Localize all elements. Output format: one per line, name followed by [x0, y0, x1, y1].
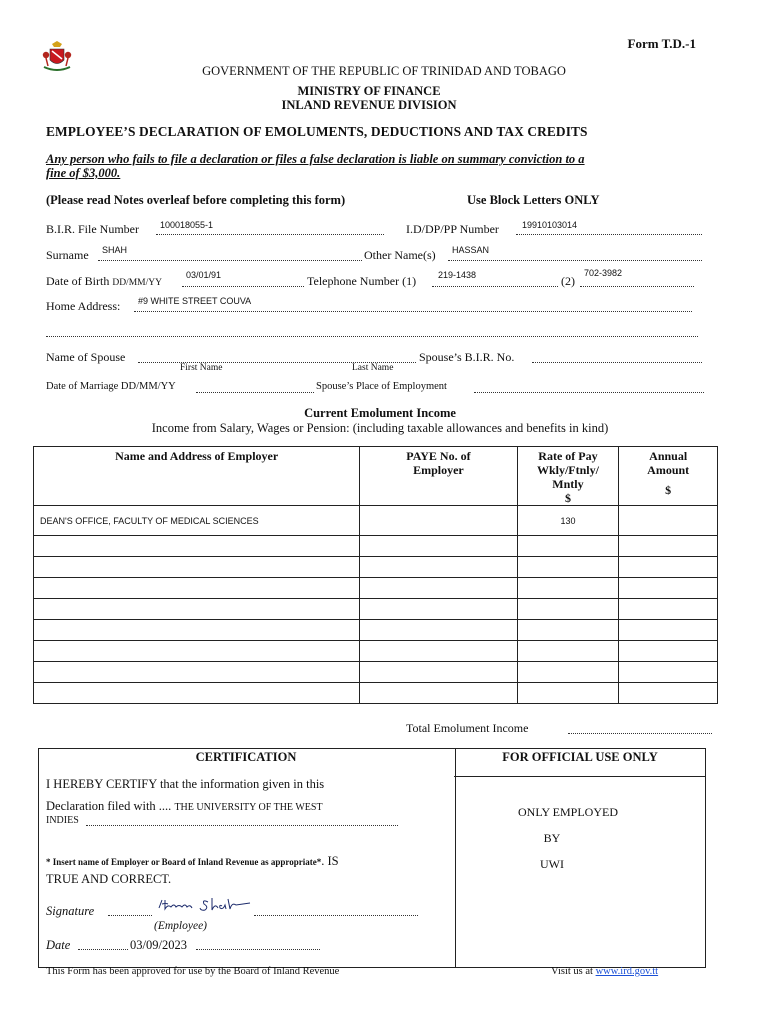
income-heading: Current Emolument Income	[304, 406, 456, 420]
home-address-line-2	[46, 336, 698, 337]
last-name-caption: Last Name	[352, 363, 394, 373]
form-number: Form T.D.-1	[627, 36, 696, 51]
col-header-annual-2: Amount	[647, 463, 690, 477]
paye-cell[interactable]	[360, 620, 517, 641]
warning-line-2: fine of $3,000.	[46, 166, 121, 180]
col-header-paye	[360, 447, 517, 506]
employer-cell[interactable]	[34, 662, 360, 683]
employer-fill-2[interactable]: INDIES	[46, 815, 79, 826]
annual-cell[interactable]	[619, 620, 718, 641]
paye-cell[interactable]	[360, 662, 517, 683]
id-number-value[interactable]: 19910103014	[522, 220, 578, 230]
paye-cell[interactable]	[360, 557, 517, 578]
marriage-date-line	[196, 392, 314, 393]
form-title: EMPLOYEE’S DECLARATION OF EMOLUMENTS, DEDUCTIONS AND TAX CREDITS	[46, 124, 588, 139]
rate-cell[interactable]	[517, 641, 619, 662]
dob-value[interactable]: 03/01/91	[186, 270, 222, 280]
official-heading-divider	[454, 776, 706, 777]
certify-line-2-prefix: Declaration filed with ....	[46, 799, 172, 813]
dob-label	[46, 274, 162, 289]
annual-cell[interactable]	[619, 536, 718, 557]
col-header-rate-4: $	[564, 491, 571, 505]
table-row	[34, 578, 718, 599]
website-link[interactable]: www.ird.gov.tt	[595, 966, 659, 977]
annual-cell[interactable]	[619, 557, 718, 578]
surname-value[interactable]: SHAH	[102, 245, 128, 255]
employer-fill-1[interactable]: THE UNIVERSITY OF THE WEST	[174, 802, 323, 813]
rate-cell[interactable]: 130	[517, 506, 619, 536]
col-header-annual	[619, 447, 718, 506]
annual-cell[interactable]	[619, 641, 718, 662]
annual-cell[interactable]	[619, 599, 718, 620]
annual-cell[interactable]	[619, 506, 718, 536]
table-row	[34, 599, 718, 620]
footer-visit	[551, 966, 658, 977]
warning-line-1: Any person who fails to file a declaration or files a false declaration is liable on summary conviction to a	[46, 152, 585, 166]
signature-image[interactable]	[156, 894, 252, 916]
footer-approval: This Form has been approved for use by the Board of Inland Revenue	[46, 966, 340, 977]
employer-cell[interactable]	[34, 536, 360, 557]
rate-cell[interactable]	[517, 578, 619, 599]
official-use-heading: FOR OFFICIAL USE ONLY	[502, 750, 658, 764]
table-row	[34, 557, 718, 578]
spouse-employment-label: Spouse’s Place of Employment	[316, 381, 447, 392]
rate-cell[interactable]	[517, 662, 619, 683]
rate-cell[interactable]	[517, 599, 619, 620]
telephone-2-label: (2)	[561, 274, 575, 288]
employer-cell[interactable]	[34, 683, 360, 704]
certify-line-2	[46, 799, 323, 814]
bir-file-label: B.I.R. File Number	[46, 222, 139, 236]
marriage-date-label: Date of Marriage DD/MM/YY	[46, 381, 176, 392]
annual-cell[interactable]	[619, 578, 718, 599]
other-names-value[interactable]: HASSAN	[452, 245, 490, 255]
employer-cell[interactable]	[34, 641, 360, 662]
col-header-employer-text: Name and Address of Employer	[115, 449, 279, 463]
spouse-name-label: Name of Spouse	[46, 350, 126, 364]
employer-cell[interactable]: DEAN'S OFFICE, FACULTY OF MEDICAL SCIENCES	[34, 506, 360, 536]
signature-label: Signature	[46, 904, 95, 918]
telephone-1-value[interactable]: 219-1438	[438, 270, 477, 280]
table-row	[34, 506, 718, 536]
table-row	[34, 536, 718, 557]
date-line-left	[78, 949, 128, 950]
total-emolument-line	[568, 733, 712, 734]
employee-caption: (Employee)	[154, 920, 207, 932]
division-heading: INLAND REVENUE DIVISION	[281, 98, 457, 112]
income-subheading: Income from Salary, Wages or Pension: (including taxable allowances and benefits in kind)	[151, 421, 609, 435]
surname-line	[98, 260, 362, 261]
paye-cell[interactable]	[360, 683, 517, 704]
spouse-employment-line	[474, 392, 704, 393]
footnote-suffix: . IS	[321, 854, 339, 868]
annual-cell[interactable]	[619, 662, 718, 683]
date-value[interactable]: 03/09/2023	[130, 938, 187, 952]
government-heading: GOVERNMENT OF THE REPUBLIC OF TRINIDAD AND TOBAGO	[202, 64, 566, 78]
employer-cell[interactable]	[34, 599, 360, 620]
col-header-annual-3: $	[665, 483, 672, 497]
employer-fill-line	[86, 825, 398, 826]
date-label: Date	[46, 938, 71, 952]
block-letters-note: Use Block Letters ONLY	[467, 193, 600, 207]
table-row	[34, 683, 718, 704]
telephone-2-value[interactable]: 702-3982	[584, 268, 623, 278]
col-header-paye-1: PAYE No. of	[406, 449, 471, 463]
table-row	[34, 662, 718, 683]
paye-cell[interactable]	[360, 578, 517, 599]
official-line-3: UWI	[540, 857, 564, 871]
ministry-heading: MINISTRY OF FINANCE	[297, 84, 441, 98]
rate-cell[interactable]	[517, 536, 619, 557]
col-header-rate	[517, 447, 619, 506]
telephone-1-line	[432, 286, 558, 287]
employer-table	[33, 446, 718, 704]
total-emolument-label: Total Emolument Income	[406, 721, 529, 735]
dob-format: DD/MM/YY	[112, 278, 162, 288]
telephone-label: Telephone Number (1)	[307, 274, 417, 288]
annual-cell[interactable]	[619, 683, 718, 704]
home-address-value[interactable]: #9 WHITE STREET COUVA	[138, 296, 252, 306]
rate-cell[interactable]	[517, 557, 619, 578]
id-number-line	[516, 234, 702, 235]
home-address-line-1	[134, 311, 692, 312]
dob-line	[182, 286, 304, 287]
certify-line-1: I HEREBY CERTIFY that the information given in this	[46, 777, 325, 791]
official-line-1: ONLY EMPLOYED	[517, 805, 618, 819]
spouse-bir-label: Spouse’s B.I.R. No.	[419, 350, 515, 364]
col-header-employer	[34, 447, 360, 506]
rate-cell[interactable]	[517, 683, 619, 704]
paye-cell[interactable]	[360, 599, 517, 620]
col-header-annual-1: Annual	[649, 449, 688, 463]
col-header-paye-2: Employer	[413, 463, 464, 477]
certify-footnote	[46, 852, 339, 870]
paye-cell[interactable]	[360, 641, 517, 662]
dob-label-text: Date of Birth	[46, 274, 110, 288]
true-and-correct: TRUE AND CORRECT.	[46, 872, 172, 886]
first-name-caption: First Name	[180, 363, 223, 373]
handwritten-signature	[156, 894, 252, 916]
other-names-line	[448, 260, 702, 261]
table-row	[34, 620, 718, 641]
bir-file-line	[156, 234, 384, 235]
surname-label: Surname	[46, 248, 89, 262]
employer-cell[interactable]	[34, 578, 360, 599]
col-header-rate-3: Mntly	[552, 477, 584, 491]
other-names-label: Other Name(s)	[364, 248, 436, 262]
employer-cell[interactable]	[34, 557, 360, 578]
signature-line-left	[108, 915, 152, 916]
table-row	[34, 641, 718, 662]
employer-cell[interactable]	[34, 620, 360, 641]
paye-cell[interactable]	[360, 506, 517, 536]
telephone-2-line	[580, 286, 694, 287]
footnote-text: * Insert name of Employer or Board of Inland Revenue as appropriate*	[46, 857, 322, 867]
id-number-label: I.D/DP/PP Number	[406, 222, 499, 236]
date-line-right	[196, 949, 320, 950]
signature-line-right	[254, 915, 418, 916]
home-address-label: Home Address:	[46, 299, 121, 313]
footer-visit-text: Visit us at	[551, 966, 593, 977]
notes-instruction: (Please read Notes overleaf before completing this form)	[46, 193, 346, 207]
certification-heading: CERTIFICATION	[195, 750, 297, 764]
spouse-bir-line	[532, 362, 702, 363]
bir-file-value[interactable]: 100018055-1	[160, 220, 214, 230]
paye-cell[interactable]	[360, 536, 517, 557]
col-header-rate-2: Wkly/Ftnly/	[536, 463, 599, 477]
rate-cell[interactable]	[517, 620, 619, 641]
official-line-2: BY	[543, 831, 561, 845]
col-header-rate-1: Rate of Pay	[538, 449, 598, 463]
